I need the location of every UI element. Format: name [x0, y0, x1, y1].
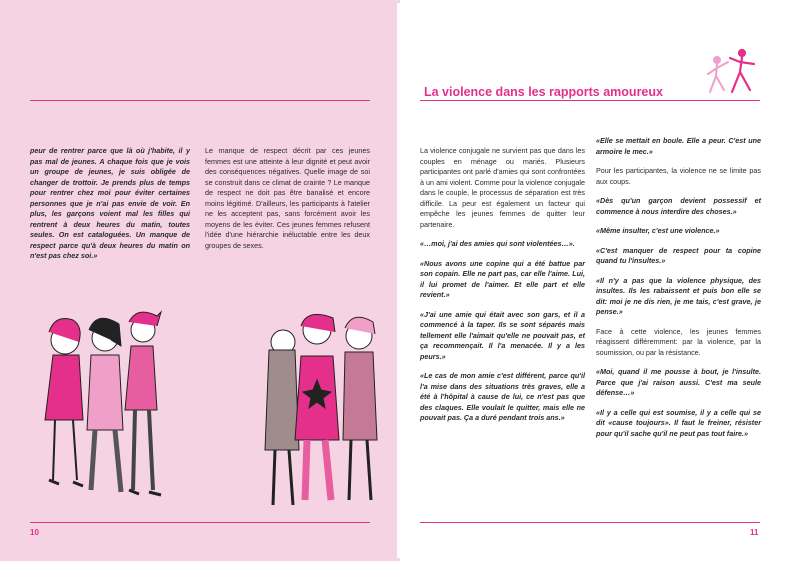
right-col2-quote: «Elle se mettait en boule. Elle a peur. C'est une armoire le mec.»	[596, 136, 761, 156]
right-col2-paragraph: Pour les participantes, la violence ne se limite pas aux coups.	[596, 166, 761, 186]
left-bottom-rule	[30, 522, 370, 523]
right-top-rule	[420, 100, 760, 101]
right-column-2	[596, 136, 761, 448]
right-col2-quote: «Même insulter, c'est une violence.»	[596, 226, 720, 235]
right-col2-quote: «Il n'y a pas que la violence physique, des insultes. Ils les rabaissent et puis bon elle se dit: moi je ne dis rien, je me tais, c'est grave, je pense.»	[596, 275, 761, 316]
page-title: La violence dans les rapports amoureux	[424, 85, 663, 99]
dancing-figures-icon	[702, 48, 758, 98]
right-col1-quote: «Le cas de mon amie c'est différent, parce qu'il l'a mise dans des situations très graves, elle a été à l'hôpital à cause de lui, ce n'est pas que des claques. Elle voulait le quitter, mais elle ne pouvait pas. Ça a duré pendant trois ans.»	[420, 371, 585, 422]
right-bottom-rule	[420, 522, 760, 523]
right-col1-paragraph: La violence conjugale ne survient pas que dans les couples en ménage ou mariés. Plusieurs participantes ont parlé d'amies qui sont confrontées à un ami violent. Comme pour la violence conjugale dans le couple, le processus de séparation est très difficile. La peur est également un facteur qui empêche les jeunes femmes de quitter leur partenaire.	[420, 146, 585, 229]
right-col1-quote: «J'ai une amie qui était avec son gars, et il a commencé à la taper. Ils se sont séparés mais tellement elle l'aimait qu'elle ne pouvait pas, et ça recommençait. Il l'a menacée. Il y a les peurs.»	[420, 309, 585, 361]
right-col2-quote: «Moi, quand il me pousse à bout, je l'insulte. Parce que j'ai raison aussi. C'est ma seule défense…»	[596, 367, 761, 397]
left-top-rule	[30, 100, 370, 101]
right-col2-quote: «C'est manquer de respect pour ta copine quand tu l'insultes.»	[596, 245, 761, 265]
left-quote-paragraph: peur de rentrer parce que là où j'habite, il y pas mal de jeunes. A chaque fois que je vois un groupe de jeunes, je suis obligée de changer de trottoir. Je prends plus de temps pour rentrer chez moi pour éviter certaines personnes que je n'ai pas envie de voir. En plus, les garçons voient mal les filles qui rentrent à deux heures du matin, toutes seules. On est cataloguées. Un manque de respect parce qu'à deux heures du matin on n'est pas chez soi.»	[30, 146, 190, 260]
right-col2-quote: «Dès qu'un garçon devient possessif et commence à nous interdire des choses.»	[596, 196, 761, 216]
right-page-number: 11	[750, 528, 759, 537]
right-column-1	[420, 146, 585, 433]
girls-group-illustration	[25, 300, 175, 510]
right-col2-paragraph: Face à cette violence, les jeunes femmes réagissent différemment: par la violence, par la soumission, ou par la résistance.	[596, 326, 761, 357]
left-column-2	[205, 146, 370, 260]
left-page-number: 10	[30, 528, 39, 537]
left-column-1	[30, 146, 190, 271]
right-col1-quote: «…moi, j'ai des amies qui sont violentées…».	[420, 239, 575, 248]
left-body-paragraph: Le manque de respect décrit par ces jeunes femmes est une atteinte à leur dignité et peut avoir des conséquences négatives. Quelle image de soi se construit dans ce climat de crainte ? Le manque de respect ne doit pas être banalisé et encore moins légitimé. D'ailleurs, les participants à l'atelier ne les acceptent pas, sans forcément avoir les moyens de les éviter. Ces jeunes femmes refusent l'idée d'une hiérarchie inéluctable entre les deux groupes de sexes.	[205, 146, 370, 250]
right-col1-quote: «Nous avons une copine qui a été battue par son copain. Elle ne part pas, car elle l'aime. Lui, il lui promet de l'aimer. Et elle part et elle revient.»	[420, 258, 585, 299]
right-col2-quote: «Il y a celle qui est soumise, il y a celle qui se dit «cause toujours». Il faut le freiner, résister pour qu'il sache qu'il ne peut pas tout faire.»	[596, 407, 761, 438]
boys-group-illustration	[255, 300, 395, 515]
